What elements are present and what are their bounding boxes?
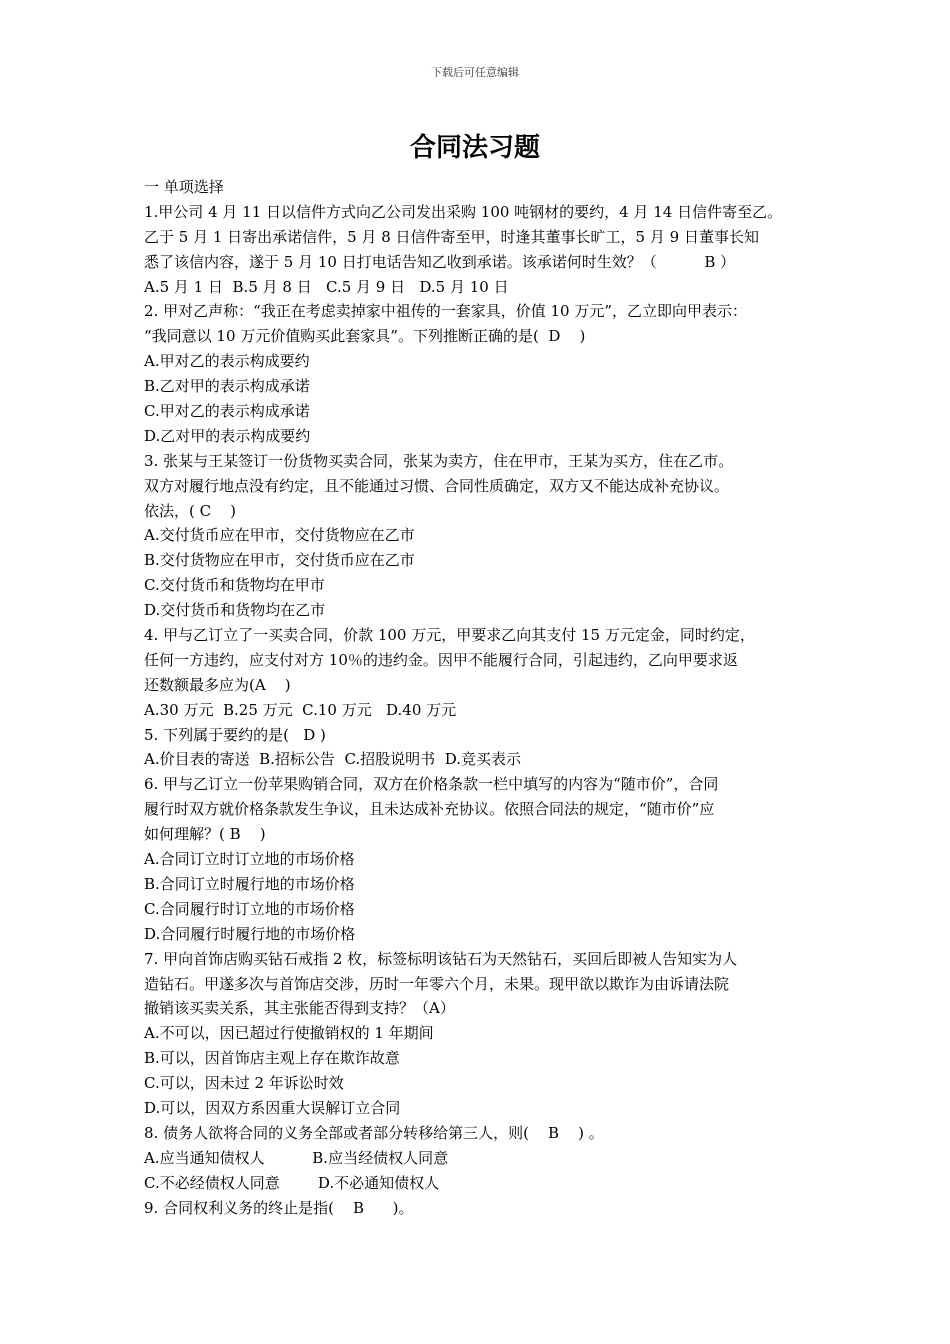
text-line: 双方对履行地点没有约定，且不能通过习惯、合同性质确定，双方又不能达成补充协议。 — [144, 476, 730, 495]
text-line: C.不必经债权人同意 D.不必通知债权人 — [144, 1173, 440, 1192]
text-line: C.合同履行时订立地的市场价格 — [144, 899, 355, 918]
text-line: D.交付货币和货物均在乙市 — [144, 601, 326, 620]
text-line: B.可以，因首饰店主观上存在欺诈故意 — [144, 1049, 400, 1068]
text-line: C.甲对乙的表示构成承诺 — [144, 402, 310, 421]
text-line: 4. 甲与乙订立了一买卖合同，价款 100 万元，甲要求乙向其支付 15 万元定金，同时约定， — [144, 626, 755, 645]
text-line: 7. 甲向首饰店购买钻石戒指 2 枚，标签标明该钻石为天然钻石，买回后即被人告知实为人 — [144, 949, 738, 968]
text-line: 还数额最多应为(A ) — [144, 675, 291, 694]
text-line: 造钻石。甲遂多次与首饰店交涉，历时一年零六个月，未果。现甲欲以欺诈为由诉请法院 — [144, 974, 730, 993]
text-line: D.乙对甲的表示构成要约 — [144, 426, 311, 445]
text-line: A.交付货币应在甲市，交付货物应在乙市 — [144, 526, 415, 545]
text-line: 任何一方违约，应支付对方 10％的违约金。因甲不能履行合同，引起违约，乙向甲要求返 — [144, 650, 738, 669]
document-body — [144, 175, 812, 1220]
text-line: B.乙对甲的表示构成承诺 — [144, 377, 310, 396]
text-line: D.可以，因双方系因重大误解订立合同 — [144, 1098, 401, 1117]
text-line: 9. 合同权利义务的终止是指( B )。 — [144, 1198, 414, 1217]
text-line: A.价目表的寄送 B.招标公告 C.招股说明书 D.竞买表示 — [144, 750, 521, 769]
text-line: C.可以，因未过 2 年诉讼时效 — [144, 1074, 344, 1093]
header-note: 下载后可任意编辑 — [431, 66, 519, 79]
text-line: B.合同订立时履行地的市场价格 — [144, 874, 355, 893]
text-line: 履行时双方就价格条款发生争议，且未达成补充协议。依照合同法的规定，“随市价”应 — [144, 800, 715, 819]
text-line: 乙于 5 月 1 日寄出承诺信件，5 月 8 日信件寄至甲，时逢其董事长旷工，5 月 9 日董事长知 — [144, 227, 759, 246]
document-title: 合同法习题 — [409, 133, 540, 163]
text-line: D.合同履行时履行地的市场价格 — [144, 924, 356, 943]
text-line: 8. 债务人欲将合同的义务全部或者部分转移给第三人，则( B ) 。 — [144, 1123, 604, 1142]
section-heading: 一 单项选择 — [144, 178, 224, 196]
text-line: 1.甲公司 4 月 11 日以信件方式向乙公司发出采购 100 吨钢材的要约，4 月 14 日信件寄至乙。 — [144, 202, 783, 221]
text-line: A.应当通知债权人 B.应当经债权人同意 — [144, 1148, 449, 1167]
text-line: 3. 张某与王某签订一份货物买卖合同，张某为卖方，住在甲市，王某为买方，住在乙市。 — [144, 451, 734, 470]
text-line: A.甲对乙的表示构成要约 — [144, 352, 310, 371]
text-line: 6. 甲与乙订立一份苹果购销合同，双方在价格条款一栏中填写的内容为“随市价”，合同 — [144, 775, 719, 794]
text-line: A.不可以，因已超过行使撤销权的 1 年期间 — [144, 1024, 434, 1043]
text-line: 5. 下列属于要约的是( D ) — [144, 725, 326, 744]
text-line: 撤销该买卖关系，其主张能否得到支持？（A） — [144, 999, 455, 1018]
text-line: 悉了该信内容，遂于 5 月 10 日打电话告知乙收到承诺。该承诺何时生效？（ B ） — [144, 252, 736, 271]
text-line: C.交付货币和货物均在甲市 — [144, 576, 325, 595]
text-line: B.交付货物应在甲市，交付货币应在乙市 — [144, 551, 415, 570]
text-line: A.30 万元 B.25 万元 C.10 万元 D.40 万元 — [144, 700, 457, 719]
text-line: “我同意以 10 万元价值购买此套家具”。下列推断正确的是( D ) — [144, 327, 586, 346]
text-line: A.合同订立时订立地的市场价格 — [144, 850, 355, 869]
text-line: 依法，( C ) — [144, 501, 237, 520]
text-line: 2. 甲对乙声称：“我正在考虑卖掉家中祖传的一套家具，价值 10 万元”，乙立即向甲表示： — [144, 302, 748, 321]
text-line: 如何理解？( B ) — [144, 825, 266, 844]
text-line: A.5 月 1 日 B.5 月 8 日 C.5 月 9 日 D.5 月 10 日 — [144, 277, 509, 296]
